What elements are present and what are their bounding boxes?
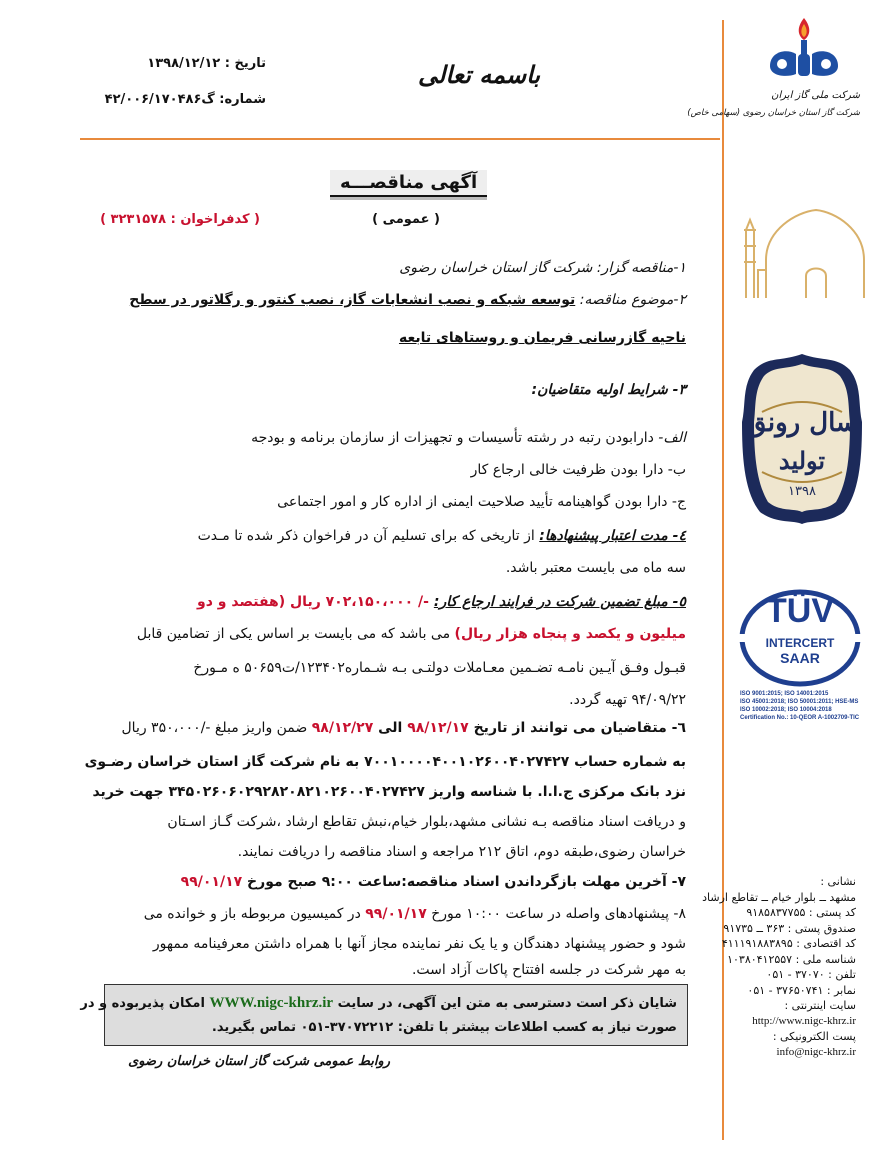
nigc-logo — [756, 14, 852, 86]
tuv-sub2: SAAR — [780, 650, 820, 666]
item-6-line-4: و دریافت اسناد مناقصه بـه نشانی مشهد،بلوار خیام،نبش تقاطع ارشاد ،شرکت گـاز اسـتان — [167, 814, 686, 830]
year-badge — [740, 352, 864, 526]
item-8-line-3: به مهر شرکت در جلسه افتتاح پاکات آزاد است. — [411, 962, 686, 978]
note-line-1 — [80, 991, 677, 1016]
item-6-c: ضمن واریز مبلغ -/۳۵۰،۰۰۰ ریال — [121, 720, 312, 736]
badge-text-1: سال رونق — [746, 408, 858, 438]
item-5-guarantee — [100, 592, 686, 612]
tuv-sub1: INTERCERT — [765, 636, 835, 650]
po-box: صندوق پستی : ۳۶۳ ــ ۹۱۷۳۵ — [723, 921, 856, 935]
item-7-text: ۷- آخرین مهلت بازگرداندن اسناد مناقصه:ساعت ۹:۰۰ صبح مورخ — [242, 874, 686, 890]
badge-text-2: تولید — [778, 446, 826, 475]
item-5-amount-words: میلیون و یکصد و پنجاه هزار ریال) — [454, 626, 686, 642]
note-line-1-b: امکان پذیربوده و در — [80, 996, 210, 1011]
tuv-brand: TÜV — [766, 592, 834, 630]
notice-title: آگهی مناقصـــه — [330, 170, 487, 197]
item-7-deadline — [150, 872, 686, 892]
website-link[interactable]: http://www.nigc-khrz.ir — [752, 1014, 856, 1027]
bismillah-heading: باسمه تعالی — [418, 60, 541, 89]
item-6-a: ٦- متقاضیان می توانند از تاریخ — [468, 720, 686, 736]
item-2-text-2: ناحیه گازرسانی فریمان و روستاهای تابعه — [398, 330, 686, 346]
website-note-box — [80, 984, 688, 1046]
shrine-line-art — [736, 190, 868, 300]
document-number: شماره: گ۴۲/۰۰۶/۱۷۰۴۸۶ — [104, 92, 266, 107]
company-name-1: شرکت ملی گاز ایران — [771, 90, 860, 101]
item-6-line-5: خراسان رضوی،طبقه دوم، اتاق ۲۱۲ مراجعه و اسناد مناقصه را دریافت نمایند. — [237, 844, 686, 860]
item-3-heading: ۳- شرایط اولیه متقاضیان: — [531, 382, 686, 398]
tuv-iso-2: ISO 45001:2018; ISO 50001:2011; HSE-MS — [740, 699, 859, 705]
document-date: تاریخ : ۱۳۹۸/۱۲/۱۲ — [147, 56, 266, 71]
sidebar-contact — [702, 874, 856, 1060]
phone: تلفن : ۳۷۰۷۰ - ۰۵۱ — [766, 968, 856, 981]
header-divider — [80, 138, 720, 140]
item-3-be: ب- دارا بودن ظرفیت خالی ارجاع کار — [470, 462, 686, 478]
item-8-a: ۸- پیشنهادهای واصله در ساعت ۱۰:۰۰ مورخ — [426, 906, 686, 922]
signature: روابط عمومی شرکت گاز استان خراسان رضوی — [128, 1054, 390, 1069]
item-3-jim: ج- دارا بودن گواهینامه تأیید صلاحیت ایمنی از اداره کار و امور اجتماعی — [277, 494, 686, 510]
notice-title-wrap — [330, 170, 487, 197]
item-4-validity — [100, 526, 686, 546]
item-5-line-2 — [100, 624, 686, 644]
email-link[interactable]: info@nigc-khrz.ir — [776, 1045, 856, 1058]
tuv-logo — [738, 588, 862, 688]
item-6-date-1: ۹۸/۱۲/۱۷ — [407, 720, 469, 736]
item-4-label: ٤- مدت اعتبار پیشنهادها: — [539, 528, 686, 544]
tuv-cert: Certification No.: 10-QEOR A-1002709-TIC — [740, 715, 860, 721]
item-6-purchase — [100, 718, 686, 738]
address-text: مشهد ــ بلوار خیام ــ تقاطع ارشاد — [702, 890, 856, 904]
item-3-alef — [150, 428, 686, 448]
item-2-label: ۲-موضوع مناقصه: — [579, 292, 686, 308]
item-6-date-2: ۹۸/۱۲/۲۷ — [311, 720, 374, 736]
company-name-2: شرکت گاز استان خراسان رضوی (سهامی خاص) — [687, 108, 860, 118]
item-5-line-3: قبـول وفـق آیـین نامـه تضـمین معـاملات دولتـی بـه شـماره۱۲۳۴۰۲/ت۵۰۶۵۹ ه مـورخ — [193, 660, 686, 676]
postal-code: کد پستی : ۹۱۸۵۸۳۷۷۵۵ — [746, 906, 856, 919]
item-1-organizer: ۱-مناقصه گزار: شرکت گاز استان خراسان رضوی — [399, 260, 686, 276]
tuv-iso-1: ISO 9001:2015; ISO 14001:2015 — [740, 691, 829, 697]
email-label: پست الکترونیکی : — [772, 1030, 856, 1043]
website-label: سایت اینترنتی : — [784, 999, 856, 1012]
item-6-line-3: نزد بانک مرکزی ج.ا.ا. با شناسه واریز ۳۴۵۰۲۶۰۶۰۲۹۲۸۲۰۸۲۱۰۲۶۰۰۴۰۲۷۴۲۷ جهت خرید — [92, 784, 686, 800]
national-id: شناسه ملی : ۱۰۳۸۰۴۱۲۵۵۷ — [727, 952, 856, 966]
item-2-subject — [130, 290, 686, 310]
item-8-line-2: شود و حضور پیشنهاد دهندگان و یا یک نفر نماینده مجاز آنها با همراه داشتن معرفینامه ممهور — [152, 936, 686, 952]
item-4-text-1: از تاریخی که برای تسلیم آن در فراخوان ذکر شده تا مـدت — [197, 528, 540, 544]
note-website-link[interactable]: WWW.nigc-khrz.ir — [209, 995, 334, 1011]
economic-code: کد اقتصادی : ۴۱۱۱۹۱۸۸۳۸۹۵ — [721, 937, 856, 950]
call-code: ( کدفراخوان : ۳۲۳۱۵۷۸ ) — [100, 212, 260, 227]
item-8-b: در کمیسیون مربوطه باز و خوانده می — [143, 906, 366, 922]
tender-type: ( عمومی ) — [372, 212, 440, 227]
item-7-date: ۹۹/۰۱/۱۷ — [180, 874, 243, 890]
note-line-1-a: شایان ذکر است دسترسی به متن این آگهی، در سایت — [333, 996, 677, 1011]
alef-label: الف- — [658, 430, 686, 446]
item-4-text-2: سه ماه می بایست معتبر باشد. — [505, 560, 686, 576]
item-6-line-2: به شماره حساب ۷۰۰۱۰۰۰۰۴۰۰۱۰۲۶۰۰۴۰۲۷۴۲۷ به نام شرکت گاز استان خراسان رضـوی — [84, 754, 686, 770]
item-5-label: ٥- مبلغ تضمین شرکت در فرایند ارجاع کار: — [433, 594, 686, 610]
badge-year: ۱۳۹۸ — [788, 484, 816, 499]
item-8-opening — [100, 904, 686, 924]
item-2-text-1: توسعه شبکه و نصب انشعابات گاز، نصب کنتور و رگلاتور در سطح — [129, 292, 576, 308]
alef-text: دارابودن رتبه در رشته تأسیسات و تجهیزات از سازمان برنامه و بودجه — [251, 430, 659, 446]
tuv-iso-3: ISO 10002:2018; ISO 10004:2018 — [740, 707, 832, 713]
sidebar-divider — [722, 20, 724, 1140]
note-line-2: صورت نیاز به کسب اطلاعات بیشتر با تلفن: ۳۷۰۷۲۲۱۲-۰۵۱ تماس بگیرید. — [211, 1020, 677, 1035]
item-6-b: الی — [373, 720, 408, 736]
item-5-line-2-text: می باشد که می بایست بر اساس یکی از تضامین قابل — [136, 626, 455, 642]
item-8-date: ۹۹/۰۱/۱۷ — [365, 906, 427, 922]
item-5-line-4: ۹۴/۰۹/۲۲ تهیه گردد. — [569, 692, 686, 708]
address-label: نشانی : — [820, 875, 856, 888]
item-5-amount: -/ ۷۰۲،۱۵۰،۰۰۰ ریال (هفتصد و دو — [197, 594, 434, 610]
fax: نمابر : ۳۷۶۵۰۷۴۱ - ۰۵۱ — [747, 983, 856, 997]
tuv-iso-list — [740, 690, 864, 722]
